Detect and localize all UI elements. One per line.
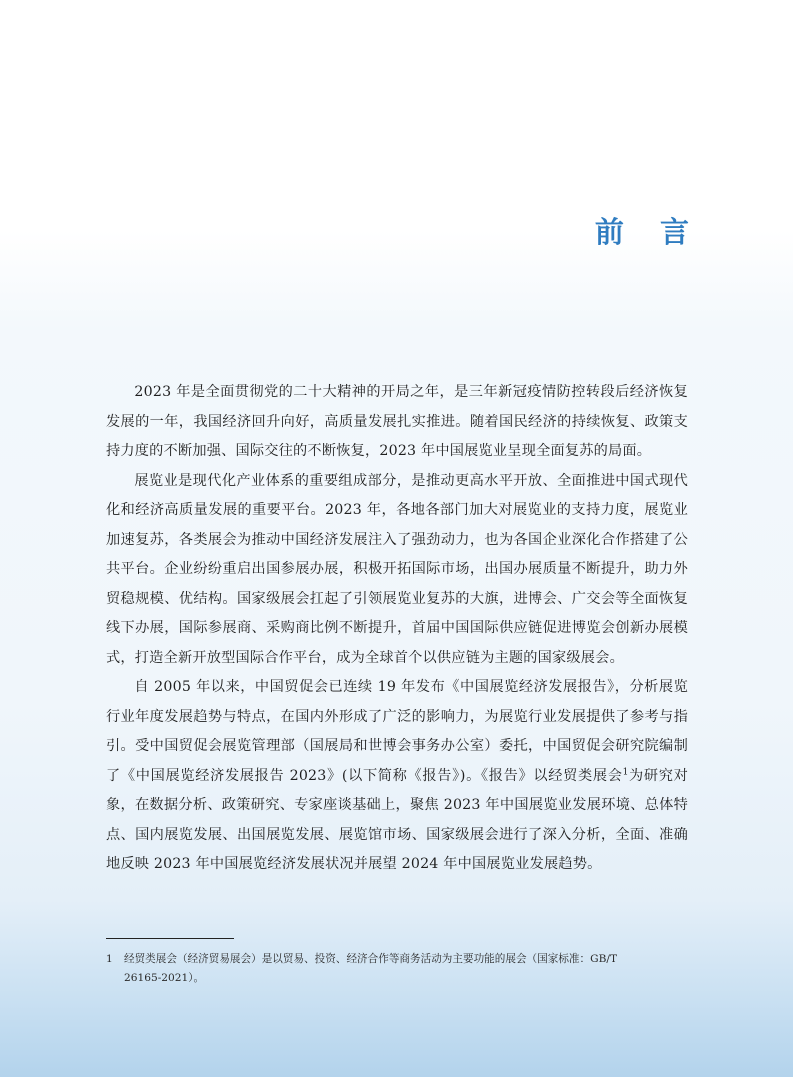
footnote-divider [106, 938, 234, 939]
footnote [106, 950, 688, 988]
paragraph-3-part-2: 为研究对象，在数据分析、政策研究、专家座谈基础上，聚焦 2023 年中国展览业发展环境、总体特点、国内展览发展、出国展览发展、展览馆市场、国家级展会进行了深入分析，全面、准确地反映 2023 年中国展览经济发展状况并展望 2024 年中国展览业发展趋势。 [106, 767, 688, 872]
footnote-reference[interactable]: 1 [622, 766, 629, 777]
footnote-text-line-1: 经贸类展会（经济贸易展会）是以贸易、投资、经济合作等商务活动为主要功能的展会（国家标准：GB/T [124, 953, 618, 965]
footnote-text-line-2: 26165-2021）。 [124, 972, 205, 984]
body-text [106, 378, 688, 880]
paragraph-3 [106, 673, 688, 880]
paragraph-2: 展览业是现代化产业体系的重要组成部分，是推动更高水平开放、全面推进中国式现代化和经济高质量发展的重要平台。2023 年，各地各部门加大对展览业的支持力度，展览业加速复苏，各类展会为推动中国经济发展注入了强劲动力，也为各国企业深化合作搭建了公共平台。企业纷纷重启出国参展办展，积极开拓国际市场，出国办展质量不断提升，助力外贸稳规模、优结构。国家级展会扛起了引领展览业复苏的大旗，进博会、广交会等全面恢复线下办展，国际参展商、采购商比例不断提升，首届中国国际供应链促进博览会创新办展模式，打造全新开放型国际合作平台，成为全球首个以供应链为主题的国家级展会。 [106, 472, 688, 666]
page-title: 前 言 [594, 215, 702, 249]
paragraph-3-part-1: 自 2005 年以来，中国贸促会已连续 19 年发布《中国展览经济发展报告》，分析展览行业年度发展趋势与特点，在国内外形成了广泛的影响力，为展览行业发展提供了参考与指引。受中国贸促会展览管理部（国展局和世博会事务办公室）委托，中国贸促会研究院编制了《中国展览经济发展报告 2023》(以下简称《报告》)。《报告》以经贸类展会 [106, 679, 688, 784]
paragraph-1: 2023 年是全面贯彻党的二十大精神的开局之年，是三年新冠疫情防控转段后经济恢复发展的一年，我国经济回升向好，高质量发展扎实推进。随着国民经济的持续恢复、政策支持力度的不断加强、国际交往的不断恢复，2023 年中国展览业呈现全面复苏的局面。 [106, 384, 688, 459]
footnote-number: 1 [106, 953, 113, 965]
